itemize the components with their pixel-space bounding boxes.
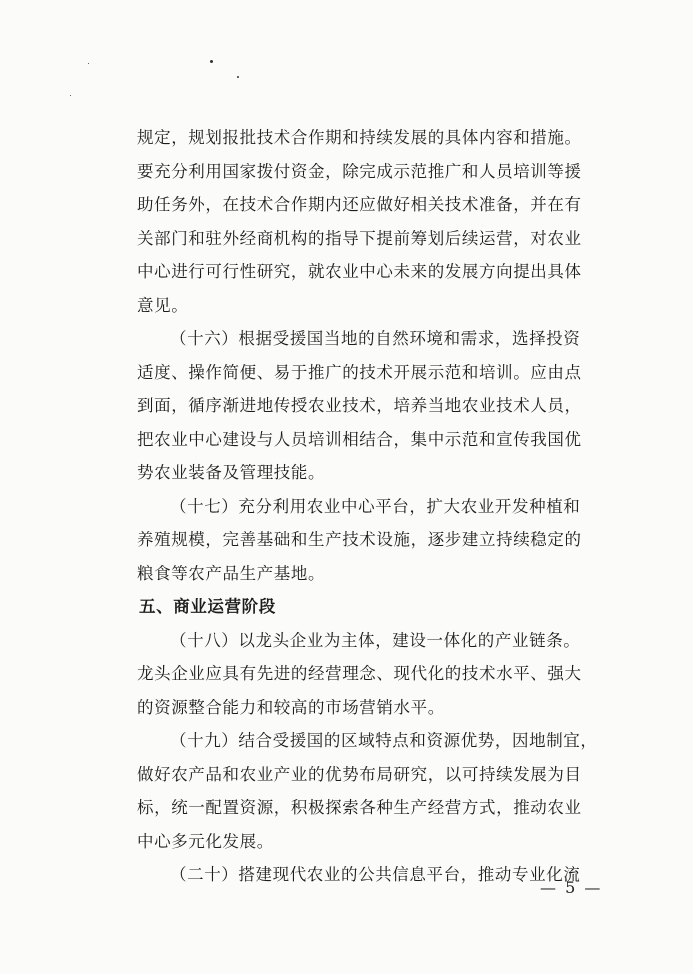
scan-speck [210,60,213,63]
text-line: 中心多元化发展。 [137,831,274,851]
text-line: 的资源整合能力和较高的市场营销水平。 [137,697,445,717]
section-heading: 五、商业运营阶段 [139,597,276,616]
text-line: 做好农产品和农业产业的优势布局研究，以可持续发展为目 [137,764,582,784]
scan-speck [88,63,89,64]
text-line: 势农业装备及管理技能。 [137,463,326,482]
text-line: 养殖规模，完善基础和生产技术设施，逐步建立持续稳定的 [137,530,582,549]
text-line: 把农业中心建设与人员培训相结合，集中示范和宣传我国优 [137,429,582,449]
text-line: （二十）搭建现代农业的公共信息平台，推动专业化流 [170,865,581,884]
text-line: （十九）结合受援国的区域特点和资源优势，因地制宜， [170,731,598,750]
text-line: 标，统一配置资源，积极探索各种生产经营方式，推动农业 [137,798,582,817]
text-line: 粮食等农产品生产基地。 [137,563,326,583]
document-body [137,121,598,892]
text-line: （十七）充分利用农业中心平台，扩大农业开发种植和 [170,496,581,516]
scan-speck [237,76,239,78]
text-line: 规定，规划报批技术合作期和持续发展的具体内容和措施。 [137,128,582,147]
text-line: 中心进行可行性研究，就农业中心未来的发展方向提出具体 [137,262,582,281]
text-line: 关部门和驻外经商机构的指导下提前筹划后续运营，对农业 [137,228,582,248]
text-line: （十六）根据受援国当地的自然环境和需求，选择投资 [170,329,581,348]
text-line: 到面，循序渐进地传授农业技术，培养当地农业技术人员， [137,396,582,415]
scan-speck [70,95,71,96]
text-line: 龙头企业应具有先进的经营理念、现代化的技术水平、强大 [137,664,582,683]
text-line: 适度、操作简便、易于推广的技术开展示范和培训。应由点 [137,362,582,382]
text-line: 意见。 [137,295,189,315]
page-number: — 5 — [540,878,603,897]
text-line: 助任务外，在技术合作期内还应做好相关技术准备，并在有 [137,195,582,214]
text-line: 要充分利用国家拨付资金，除完成示范推广和人员培训等援 [137,161,582,181]
text-line: （十八）以龙头企业为主体，建设一体化的产业链条。 [170,630,581,650]
